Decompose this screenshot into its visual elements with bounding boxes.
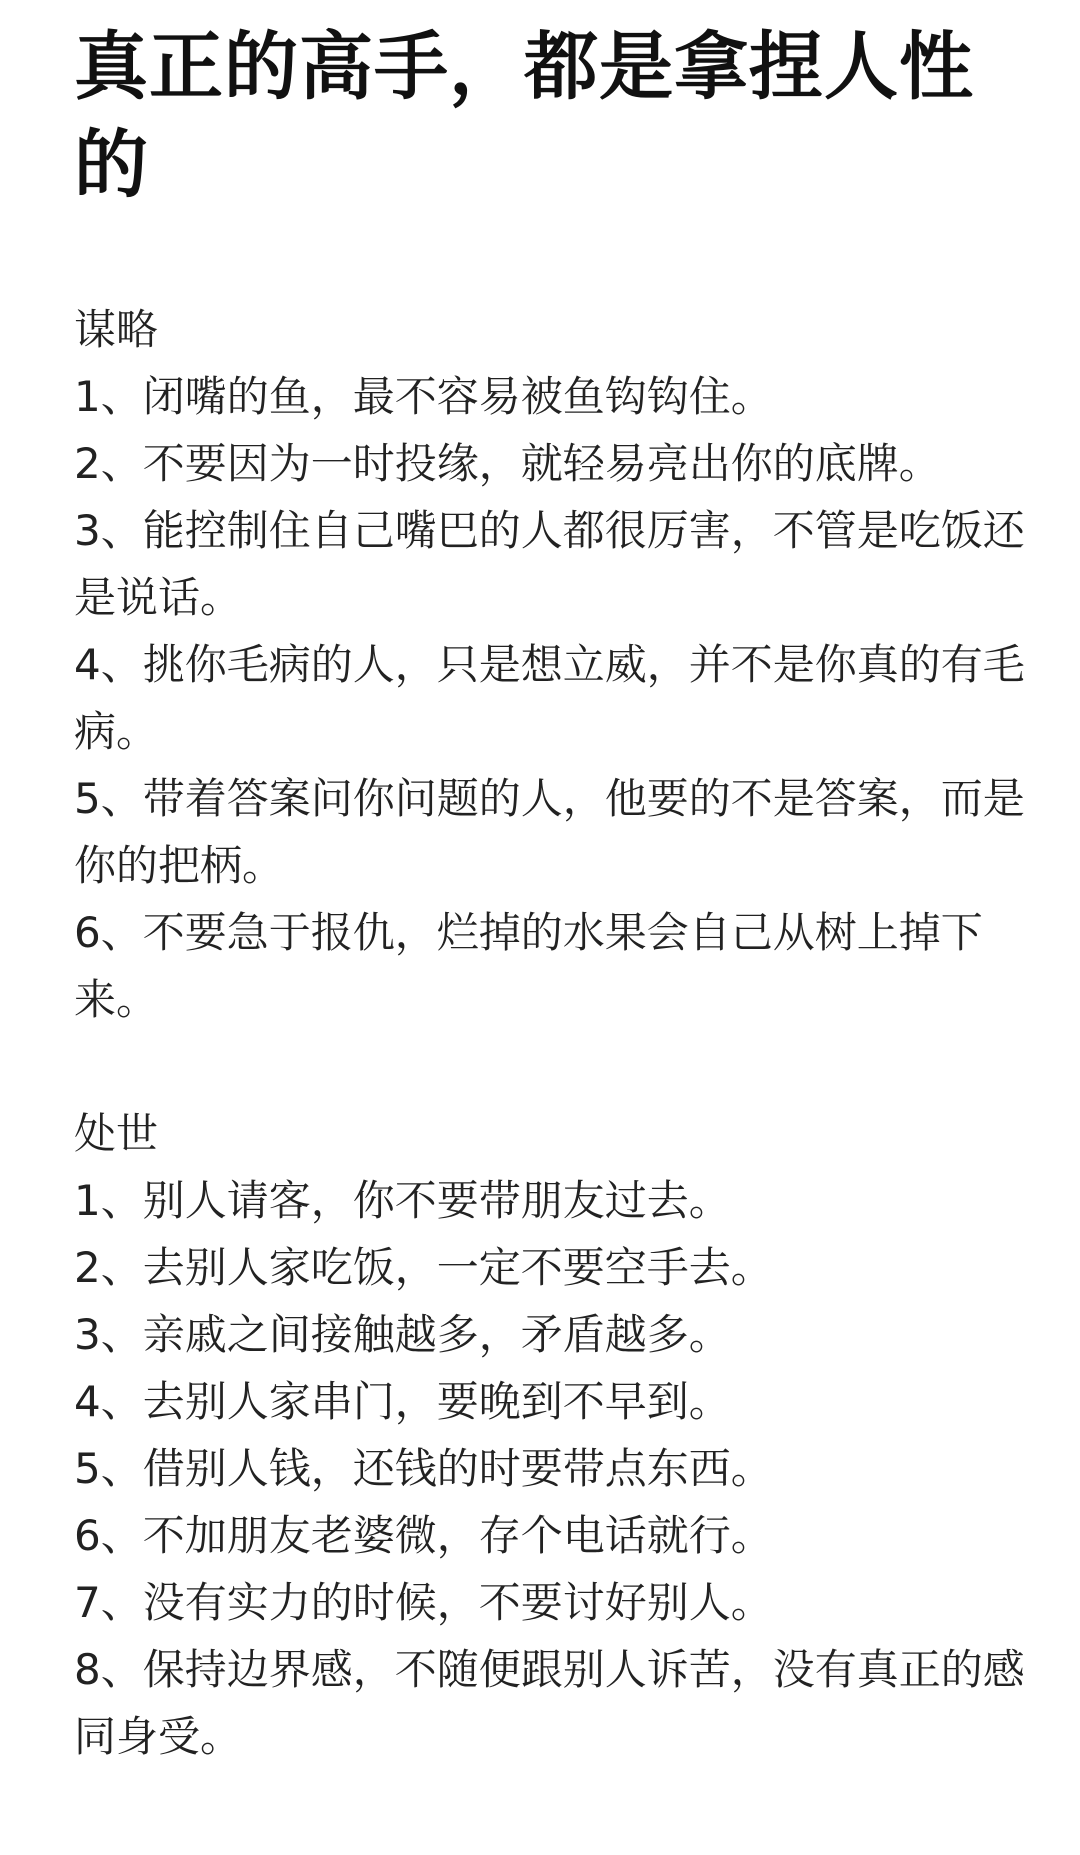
section-heading: 谋略 <box>74 305 159 354</box>
list-item: 3、亲戚之间接触越多，矛盾越多。 <box>74 1310 731 1359</box>
list-item: 2、去别人家吃饭，一定不要空手去。 <box>74 1243 773 1292</box>
list-item: 3、能控制住自己嘴巴的人都很厉害，不管是吃饭还是说话。 <box>74 506 1025 622</box>
list-item: 6、不加朋友老婆微，存个电话就行。 <box>74 1511 773 1560</box>
article <box>74 18 1034 1770</box>
list-item: 6、不要急于报仇，烂掉的水果会自己从树上掉下来。 <box>74 908 983 1024</box>
list-item: 4、去别人家串门，要晚到不早到。 <box>74 1377 731 1426</box>
section-heading: 处世 <box>74 1109 159 1158</box>
list-item: 5、借别人钱，还钱的时要带点东西。 <box>74 1444 773 1493</box>
conduct-list <box>74 1167 1034 1770</box>
section-gap <box>74 1033 1034 1100</box>
list-item: 5、带着答案问你问题的人，他要的不是答案，而是你的把柄。 <box>74 774 1025 890</box>
section-strategy <box>74 296 1034 1033</box>
section-conduct <box>74 1100 1034 1770</box>
article-title: 真正的高手，都是拿捏人性的 <box>74 24 974 208</box>
list-item: 4、挑你毛病的人，只是想立威，并不是你真的有毛病。 <box>74 640 1025 756</box>
list-item: 1、别人请客，你不要带朋友过去。 <box>74 1176 731 1225</box>
list-item: 7、没有实力的时候，不要讨好别人。 <box>74 1578 773 1627</box>
list-item: 2、不要因为一时投缘，就轻易亮出你的底牌。 <box>74 439 941 488</box>
title-spacer <box>74 214 1034 296</box>
list-item: 8、保持边界感，不随便跟别人诉苦，没有真正的感同身受。 <box>74 1645 1025 1761</box>
list-item: 1、闭嘴的鱼，最不容易被鱼钩钩住。 <box>74 372 773 421</box>
strategy-list <box>74 363 1034 1033</box>
